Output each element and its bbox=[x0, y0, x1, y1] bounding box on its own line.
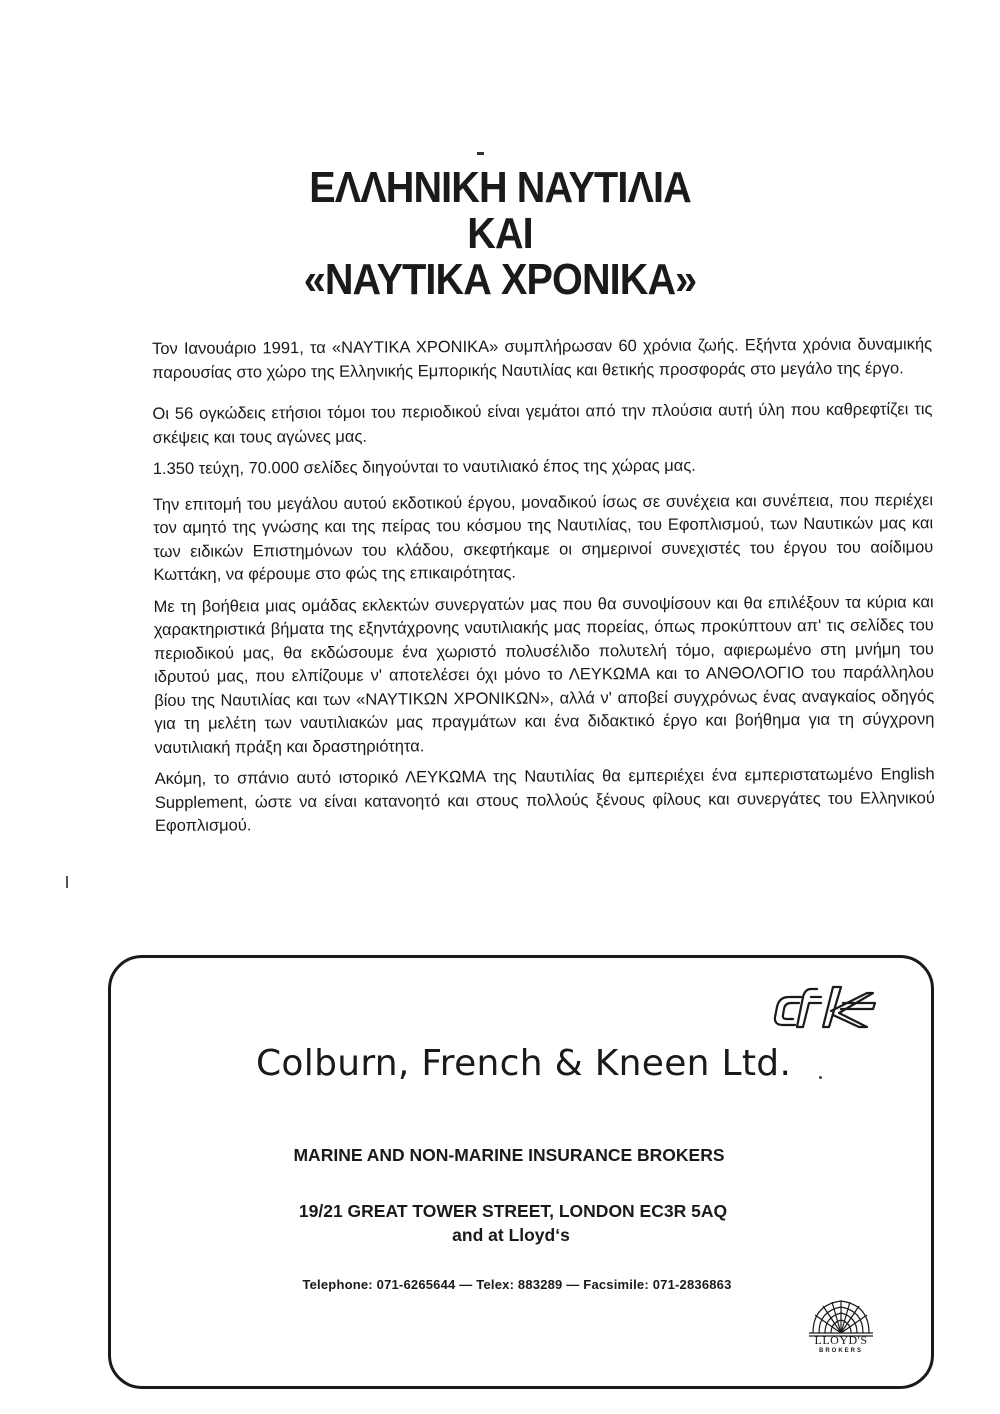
advertisement-box bbox=[108, 955, 934, 1389]
headline-line-3: «ΝΑΥΤΙΚΑ ΧΡΟΝΙΚΑ» bbox=[303, 255, 697, 304]
company-name: Colburn, French & Kneen Ltd. bbox=[256, 1043, 792, 1084]
scan-stray-mark bbox=[66, 876, 68, 888]
article-paragraph: Με τη βοήθεια μιας ομάδας εκλεκτών συνεργατών μας που θα συνοψίσουν και θα επιλέξουν τα κύρια και χαρακτηριστικά βήματα της εξηντάχρονης ναυτιλιακής μας πορείας, όπως προκύπτουν απ' τις σελίδες του περιοδικού μας, θα εκδώσουμε ένα χωριστό πολυσέλιδο πολυτελή τόμο, αφιερωμένο στη μνήμη του ιδρυτού μας, που ελπίζουμε ν' αποτελέσει όχι μόνο το ΛΕΥΚΩΜΑ και το ΑΝΘΟΛΟΓΙΟ του παράλληλου βίου της Ναυτιλίας και των «ΝΑΥΤΙΚΩΝ ΧΡΟΝΙΚΩΝ», αλλά ν' αποβεί συγχρόνως ένας αναγκαίος οδηγός για τη μελέτη των ναυτιλιακών μας πραγμάτων και ένα διδακτικό έργο και βοήθημα για τη σύγχρονη ναυτιλιακή πράξη και δραστηριότητα. bbox=[153, 592, 935, 757]
headline-line-2: ΚΑΙ bbox=[467, 209, 533, 258]
article-paragraph: Οι 56 ογκώδεις ετήσιοι τόμοι του περιοδικού είναι γεμάτοι από την πλούσια αυτή ύλη που καθρεφτίζει τις σκέψεις και τους αγώνες μας. bbox=[152, 400, 933, 447]
article-paragraph: Τον Ιανουάριο 1991, τα «ΝΑΥΤΙΚΑ ΧΡΟΝΙΚΑ» συμπλήρωσαν 60 χρόνια ζωής. Εξήντα χρόνια δυναμικής παρουσίας στο χώρο της Ελληνικής Εμπορικής Ναυτιλίας και θετικής προσφοράς στο μεγάλο της έργο. bbox=[152, 335, 933, 382]
headline-line-1: ΕΛΛΗΝΙΚΗ ΝΑΥΤΙΛΙΑ bbox=[309, 163, 691, 212]
cfk-logo-text: cfk bbox=[771, 983, 773, 984]
cfk-logo-icon bbox=[771, 983, 881, 1033]
article-body bbox=[152, 333, 935, 838]
company-contact: Telephone: 071-6265644 — Telex: 883289 — Facsimile: 071-2836863 bbox=[302, 1277, 732, 1292]
article-paragraph: 1.350 τεύχη, 70.000 σελίδες διηγούνται το ναυτιλιακό έπος της χώρας μας. bbox=[152, 456, 696, 478]
scan-dot bbox=[819, 1076, 822, 1079]
article-paragraph: Την επιτομή του μεγάλου αυτού εκδοτικού έργου, μοναδικού ίσως σε συνέχεια και συνέπεια, που περιέχει τον αμητό της γνώσης και της πείρας του κόσμου της Ναυτιλίας, του Εφοπλισμού, των Ναυτικών μας και των ειδικών Επιστημόνων του κλάδου, σκεφτήκαμε οι σημερινοί συνεχιστές του έργου του αοίδιμου Κωττάκη, να φέρουμε στο φώς της επικαιρότητας. bbox=[152, 490, 934, 584]
article-paragraph: Ακόμη, το σπάνιο αυτό ιστορικό ΛΕΥΚΩΜΑ της Ναυτιλίας θα εμπεριέχει ένα εμπεριστατωμένο English Supplement, ώστε να είναι κατανοητό και στους πολλούς ξένους φίλους και συνεργάτες του Ελληνικού Εφοπλισμού. bbox=[154, 765, 935, 835]
headline bbox=[230, 165, 770, 303]
company-tagline: MARINE AND NON-MARINE INSURANCE BROKERS bbox=[293, 1145, 725, 1165]
lloyds-logo-sub: BROKERS bbox=[818, 1348, 863, 1354]
lloyds-logo-name: LLOYD'S bbox=[814, 1333, 868, 1347]
scan-dash-mark bbox=[477, 152, 484, 155]
company-and-at-lloyds: and at Lloyd‘s bbox=[452, 1225, 570, 1245]
company-address: 19/21 GREAT TOWER STREET, LONDON EC3R 5AQ bbox=[298, 1201, 728, 1221]
